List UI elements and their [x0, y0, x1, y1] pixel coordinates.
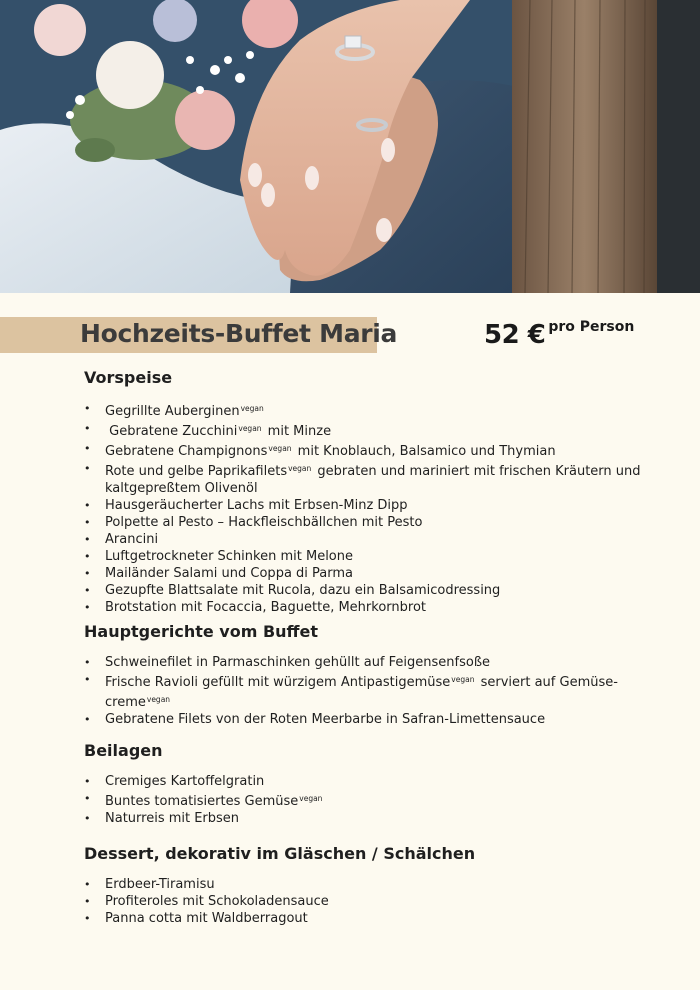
bullet-icon: • [84, 442, 91, 455]
vegan-tag: vegan [299, 794, 323, 803]
bullet-icon: • [84, 656, 91, 669]
menu-list [84, 876, 644, 927]
bullet-icon: • [84, 402, 91, 415]
bullet-icon: • [84, 792, 91, 805]
bullet-icon: • [84, 895, 91, 908]
vegan-tag: vegan [146, 695, 171, 704]
vegan-tag: vegan [240, 404, 264, 413]
menu-item: • Cremiges Kartoffelgratin [84, 774, 265, 789]
menu-item: • Panna cotta mit Waldberragout [84, 911, 308, 926]
section-heading: Hauptgerichte vom Buffet [84, 622, 319, 641]
vegan-tag: vegan [268, 444, 292, 453]
menu-item: • Frische Ravioli gefüllt mit würzigem Antipastigemüse$^{vegan}$ serviert auf Gemüse-creme$^{vegan}$ [84, 673, 618, 710]
menu-item: • Profiteroles mit Schokoladensauce [84, 894, 329, 909]
menu-item: • Brotstation mit Focaccia, Baguette, Mehrkornbrot [84, 600, 426, 615]
menu-item: • Gebratene Zucchini$^{vegan}$ mit Minze [84, 422, 332, 439]
bullet-icon: • [84, 878, 91, 891]
section-hauptgerichte [84, 622, 644, 728]
menu-item: • Arancini [84, 532, 159, 547]
bullet-icon: • [84, 775, 91, 788]
bullet-icon: • [84, 673, 91, 686]
menu-item: • Gebratene Filets von der Roten Meerbarbe in Safran-Limettensauce [84, 712, 546, 727]
menu-list [84, 773, 644, 827]
bullet-icon: • [84, 422, 91, 435]
vegan-tag: vegan [451, 675, 475, 684]
menu-item: • Gezupfte Blattsalate mit Rucola, dazu ein Balsamicodressing [84, 583, 501, 598]
price [484, 320, 634, 350]
menu-item: • Rote und gelbe Paprikafilets$^{vegan}$ gebraten und mariniert mit frischen Kräutern und kaltgepreßtem Olivenöl [84, 462, 641, 496]
bullet-icon: • [84, 601, 91, 614]
bullet-icon: • [84, 462, 91, 475]
menu-list [84, 654, 644, 728]
section-heading: Vorspeise [84, 368, 173, 387]
bullet-icon: • [84, 567, 91, 580]
bullet-icon: • [84, 912, 91, 925]
hero-photo [0, 0, 700, 293]
menu-item: • Mailänder Salami und Coppa di Parma [84, 566, 354, 581]
section-heading: Dessert, dekorativ im Gläschen / Schälchen [84, 844, 476, 863]
page-title: Hochzeits-Buffet Maria [80, 319, 398, 348]
section-dessert [84, 844, 644, 927]
menu-item: • Gegrillte Auberginen$^{vegan}$ [84, 402, 264, 419]
menu-item: • Schweinefilet in Parmaschinken gehüllt auf Feigensenfsoße [84, 655, 491, 670]
bullet-icon: • [84, 812, 91, 825]
bullet-icon: • [84, 550, 91, 563]
section-beilagen [84, 741, 644, 827]
menu-list [84, 400, 644, 616]
menu-item: • Gebratene Champignons$^{vegan}$ mit Knoblauch, Balsamico und Thymian [84, 442, 556, 459]
menu-item: • Naturreis mit Erbsen [84, 811, 240, 826]
bullet-icon: • [84, 713, 91, 726]
price-amount: 52 € [484, 320, 546, 350]
wedding-hands-photo [0, 0, 700, 293]
bullet-icon: • [84, 584, 91, 597]
bullet-icon: • [84, 533, 91, 546]
menu-item: • Hausgeräucherter Lachs mit Erbsen-Minz Dipp [84, 498, 408, 513]
section-heading: Beilagen [84, 741, 163, 760]
price-unit: pro Person [548, 319, 635, 335]
menu-item: • Luftgetrockneter Schinken mit Melone [84, 549, 353, 564]
bullet-icon: • [84, 499, 91, 512]
menu-item: • Erdbeer-Tiramisu [84, 877, 215, 892]
menu-item: • Buntes tomatisiertes Gemüse$^{vegan}$ [84, 792, 323, 809]
section-vorspeise [84, 368, 644, 616]
bullet-icon: • [84, 516, 91, 529]
menu-item: • Polpette al Pesto – Hackfleischbällchen mit Pesto [84, 515, 423, 530]
vegan-tag: vegan [288, 464, 312, 473]
vegan-tag: vegan [238, 424, 262, 433]
